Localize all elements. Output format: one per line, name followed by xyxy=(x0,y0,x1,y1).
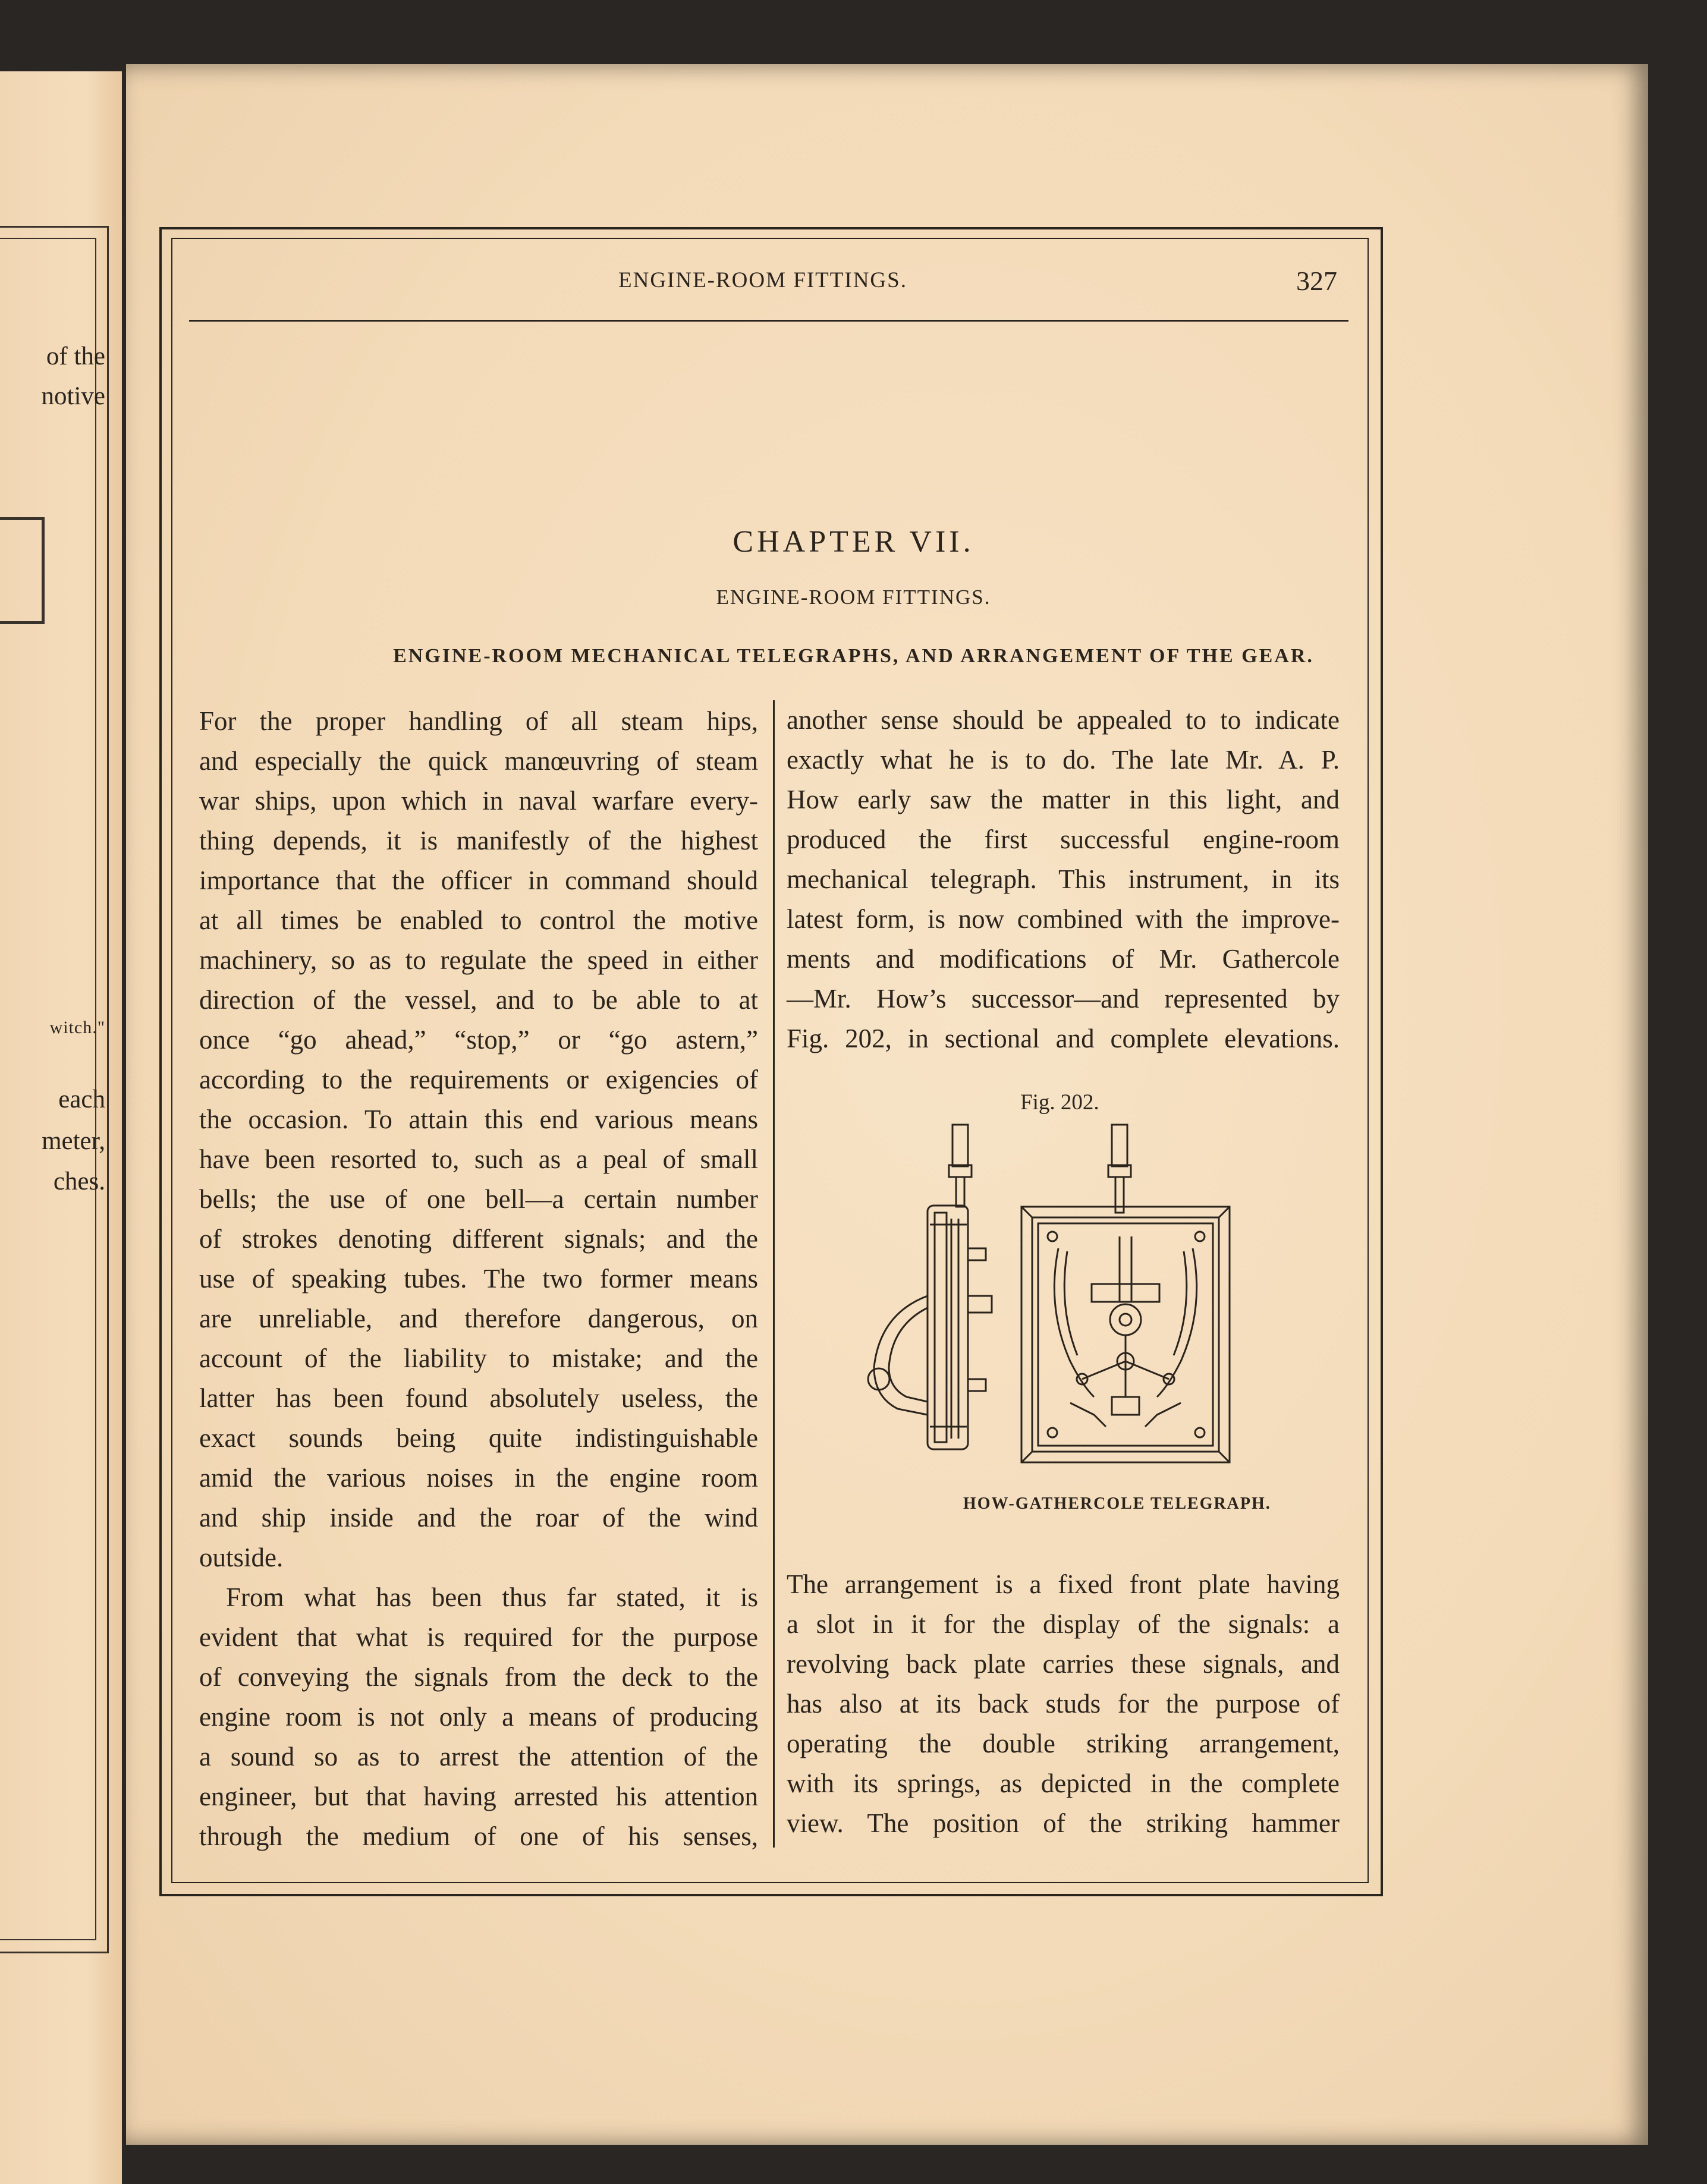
signal-slot xyxy=(1092,1284,1159,1302)
paragraph xyxy=(199,1578,758,1856)
column-rule xyxy=(773,700,775,1848)
section-bell xyxy=(868,1368,889,1390)
chapter-number: CHAPTER VII. xyxy=(733,525,974,559)
text-line: once “go ahead,” “stop,” or “go astern,” xyxy=(199,1025,758,1055)
text-line: importance that the officer in command should xyxy=(199,866,758,895)
left-hammer xyxy=(1082,1361,1126,1379)
text-line: has also at its back studs for the purpose of xyxy=(787,1689,1340,1719)
facing-page-text: notive xyxy=(41,382,105,410)
section-heading: ENGINE-ROOM MECHANICAL TELEGRAPHS, AND ARRANGEMENT OF THE GEAR. xyxy=(393,645,1314,667)
section-rod-top xyxy=(952,1125,968,1166)
facing-page-text: each xyxy=(58,1085,105,1113)
facing-page-text: witch." xyxy=(49,1018,105,1037)
text-line: are unreliable, and therefore dangerous, on xyxy=(199,1304,758,1333)
text-line: and especially the quick manœuvring of steam xyxy=(199,746,758,776)
text-line: use of speaking tubes. The two former means xyxy=(199,1264,758,1294)
text-line: engineer, but that having arrested his attention xyxy=(199,1782,758,1811)
text-line: another sense should be appealed to to indicate xyxy=(787,705,1340,735)
text-line: ments and modifications of Mr. Gathercole xyxy=(787,944,1340,974)
running-header: ENGINE-ROOM FITTINGS. xyxy=(618,268,907,292)
right-column-bottom xyxy=(787,1565,1340,1843)
text-line: How early saw the matter in this light, and xyxy=(787,785,1340,814)
left-spring xyxy=(1054,1248,1094,1397)
text-line: mechanical telegraph. This instrument, in its xyxy=(787,864,1340,894)
text-line: bells; the use of one bell—a certain number xyxy=(199,1184,758,1214)
text-line: according to the requirements or exigencies of xyxy=(199,1065,758,1094)
text-line: direction of the vessel, and to be able to at xyxy=(199,985,758,1015)
right-column-top xyxy=(787,700,1340,1059)
text-line: through the medium of one of his senses, xyxy=(199,1821,758,1851)
text-line: exact sounds being quite indistinguishable xyxy=(199,1423,758,1453)
text-line: machinery, so as to regulate the speed in either xyxy=(199,945,758,975)
facing-page xyxy=(0,71,122,2184)
paragraph xyxy=(199,701,758,1578)
text-line: and ship inside and the roar of the wind xyxy=(199,1503,758,1532)
text-line: revolving back plate carries these signals, and xyxy=(787,1649,1340,1679)
text-line: evident that what is required for the purpose xyxy=(199,1622,758,1652)
text-line: —Mr. How’s successor—and represented by xyxy=(787,984,1340,1014)
text-line: thing depends, it is manifestly of the highest xyxy=(199,826,758,855)
header-rule xyxy=(189,320,1348,322)
paragraph xyxy=(787,1565,1340,1843)
right-spring xyxy=(1157,1248,1197,1397)
facing-page-text: ches. xyxy=(53,1167,105,1195)
text-line: amid the various noises in the engine room xyxy=(199,1463,758,1493)
text-line: produced the first successful engine-room xyxy=(787,824,1340,854)
text-line: latter has been found absolutely useless, the xyxy=(199,1383,758,1413)
text-line: The arrangement is a fixed front plate having xyxy=(787,1569,1340,1599)
text-line: account of the liability to mistake; and the xyxy=(199,1343,758,1373)
section-bell-arm xyxy=(874,1296,928,1415)
left-column xyxy=(199,701,758,1856)
text-line: From what has been thus far stated, it is xyxy=(226,1582,758,1612)
text-line: the occasion. To attain this end various means xyxy=(199,1104,758,1134)
text-line: war ships, upon which in naval warfare every- xyxy=(199,786,758,816)
facing-page-text: meter, xyxy=(42,1127,105,1155)
text-line: of strokes denoting different signals; and the xyxy=(199,1224,758,1254)
text-line: engine room is not only a means of producing xyxy=(199,1702,758,1732)
text-line: a sound so as to arrest the attention of the xyxy=(199,1742,758,1771)
chapter-title: ENGINE-ROOM FITTINGS. xyxy=(716,586,991,609)
elevation-rod-top xyxy=(1112,1125,1127,1166)
text-line: view. The position of the striking hammer xyxy=(787,1808,1340,1838)
text-line: operating the double striking arrangement, xyxy=(787,1729,1340,1758)
text-line: of conveying the signals from the deck to the xyxy=(199,1662,758,1692)
page-number: 327 xyxy=(1296,266,1337,296)
text-line: with its springs, as depicted in the complete xyxy=(787,1768,1340,1798)
text-line: at all times be enabled to control the motive xyxy=(199,905,758,935)
paragraph xyxy=(787,700,1340,1059)
signal-dial xyxy=(1110,1304,1141,1335)
text-line: Fig. 202, in sectional and complete elevations. xyxy=(787,1024,1340,1053)
section-casing xyxy=(928,1206,968,1449)
text-line: latest form, is now combined with the improve- xyxy=(787,904,1340,934)
text-line: outside. xyxy=(199,1543,284,1572)
facing-page-text: of the xyxy=(46,342,105,370)
text-line: a slot in it for the display of the signals: a xyxy=(787,1609,1340,1639)
right-hammer xyxy=(1126,1361,1169,1379)
text-line: have been resorted to, such as a peal of small xyxy=(199,1144,758,1174)
figure-label: Fig. 202. xyxy=(1020,1090,1099,1115)
text-line: For the proper handling of all steam hips, xyxy=(199,706,758,736)
telegraph-figure xyxy=(856,1118,1272,1480)
text-line: exactly what he is to do. The late Mr. A. P. xyxy=(787,745,1340,775)
figure-caption: HOW-GATHERCOLE TELEGRAPH. xyxy=(963,1494,1271,1513)
